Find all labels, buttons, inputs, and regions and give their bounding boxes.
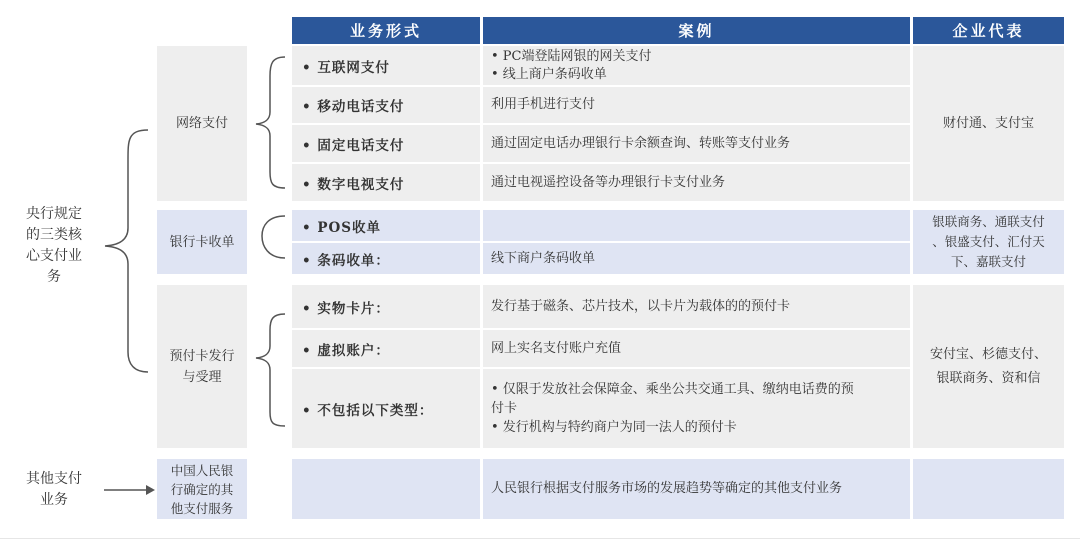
bankcard-brace bbox=[262, 216, 285, 258]
core-line-4: 务 bbox=[47, 269, 61, 285]
form-pos: • POS收单 bbox=[292, 210, 480, 241]
case-internet bbox=[483, 46, 910, 85]
case-physical-card bbox=[483, 285, 910, 328]
case-virtual-account-line-1: 网上实名支付账户充值 bbox=[491, 340, 622, 356]
core-line-1: 央行规定 bbox=[26, 206, 82, 222]
rep-bankcard-line-3: 下、嘉联支付 bbox=[950, 254, 1026, 269]
core-brace bbox=[105, 130, 148, 372]
network-brace bbox=[256, 57, 285, 188]
case-excluded-line-2: 付卡 bbox=[491, 401, 518, 416]
case-internet-line-1: • PC端登陆网银的网关支付 bbox=[491, 48, 652, 64]
rep-prepaid-line-1: 安付宝、杉德支付、 bbox=[929, 346, 1047, 362]
case-internet-line-2: • 线上商户条码收单 bbox=[491, 66, 607, 82]
case-other bbox=[483, 459, 910, 519]
form-physical-card: • 实物卡片： bbox=[292, 285, 480, 328]
case-other-line-1: 人民银行根据支付服务市场的发展趋势等确定的其他支付业务 bbox=[491, 481, 843, 496]
rep-prepaid-line-2: 银联商务、资和信 bbox=[936, 370, 1041, 386]
core-line-2: 的三类核 bbox=[26, 227, 82, 243]
category-bankcard: 银行卡收单 bbox=[157, 210, 247, 274]
form-digital-tv: • 数字电视支付 bbox=[292, 164, 480, 201]
case-virtual-account bbox=[483, 330, 910, 367]
header-rep: 企业代表 bbox=[913, 17, 1064, 44]
prepaid-brace bbox=[256, 314, 285, 426]
other-line-2: 业务 bbox=[40, 492, 68, 508]
other-business-label bbox=[14, 468, 94, 512]
rep-other bbox=[913, 459, 1064, 519]
core-line-3: 心支付业 bbox=[26, 248, 82, 264]
form-virtual-account: • 虚拟账户： bbox=[292, 330, 480, 367]
core-business-label bbox=[14, 200, 94, 292]
category-prepaid-line-2: 与受理 bbox=[182, 369, 222, 385]
category-prepaid bbox=[157, 285, 247, 448]
case-excluded-types bbox=[483, 369, 910, 448]
form-barcode: • 条码收单： bbox=[292, 243, 480, 274]
rep-bankcard-line-2: 、银盛支付、汇付天 bbox=[932, 234, 1045, 249]
header-form: 业务形式 bbox=[292, 17, 480, 44]
case-excluded-line-1: • 仅限于发放社会保障金、乘坐公共交通工具、缴纳电话费的预 bbox=[491, 382, 854, 397]
rep-bankcard-line-1: 银联商务、通联支付 bbox=[932, 214, 1045, 229]
form-fixed-phone: • 固定电话支付 bbox=[292, 125, 480, 162]
case-mobile-line-1: 利用手机进行支付 bbox=[491, 97, 596, 112]
category-prepaid-line-1: 预付卡发行 bbox=[169, 348, 235, 364]
form-other bbox=[292, 459, 480, 519]
case-physical-card-line-1: 发行基于磁条、芯片技术，以卡片为载体的的预付卡 bbox=[491, 298, 791, 314]
category-network: 网络支付 bbox=[157, 46, 247, 201]
category-other-line-1: 中国人民银 bbox=[170, 462, 234, 478]
rep-network: 财付通、支付宝 bbox=[913, 46, 1064, 201]
other-line-1: 其他支付 bbox=[26, 471, 82, 487]
bottom-rule bbox=[0, 538, 1080, 539]
other-arrow-head bbox=[146, 485, 155, 495]
rep-prepaid bbox=[913, 285, 1064, 448]
case-digital-tv-line-1: 通过电视遥控设备等办理银行卡支付业务 bbox=[491, 174, 726, 190]
case-digital-tv bbox=[483, 164, 910, 201]
case-mobile bbox=[483, 87, 910, 123]
case-pos bbox=[483, 210, 910, 241]
case-fixed-phone bbox=[483, 125, 910, 162]
rep-bankcard bbox=[913, 210, 1064, 274]
category-other-line-2: 行确定的其 bbox=[170, 481, 234, 497]
case-excluded-line-3: • 发行机构与特约商户为同一法人的预付卡 bbox=[491, 420, 737, 435]
case-fixed-phone-line-1: 通过固定电话办理银行卡余额查询、转账等支付业务 bbox=[491, 135, 791, 151]
header-case: 案例 bbox=[483, 17, 910, 44]
form-mobile: • 移动电话支付 bbox=[292, 87, 480, 123]
category-other-line-3: 他支付服务 bbox=[170, 500, 234, 516]
form-internet: • 互联网支付 bbox=[292, 46, 480, 85]
form-excluded-types: • 不包括以下类型： bbox=[292, 369, 480, 448]
category-other bbox=[157, 459, 247, 519]
case-barcode-line-1: 线下商户条码收单 bbox=[491, 250, 596, 266]
case-barcode bbox=[483, 243, 910, 274]
